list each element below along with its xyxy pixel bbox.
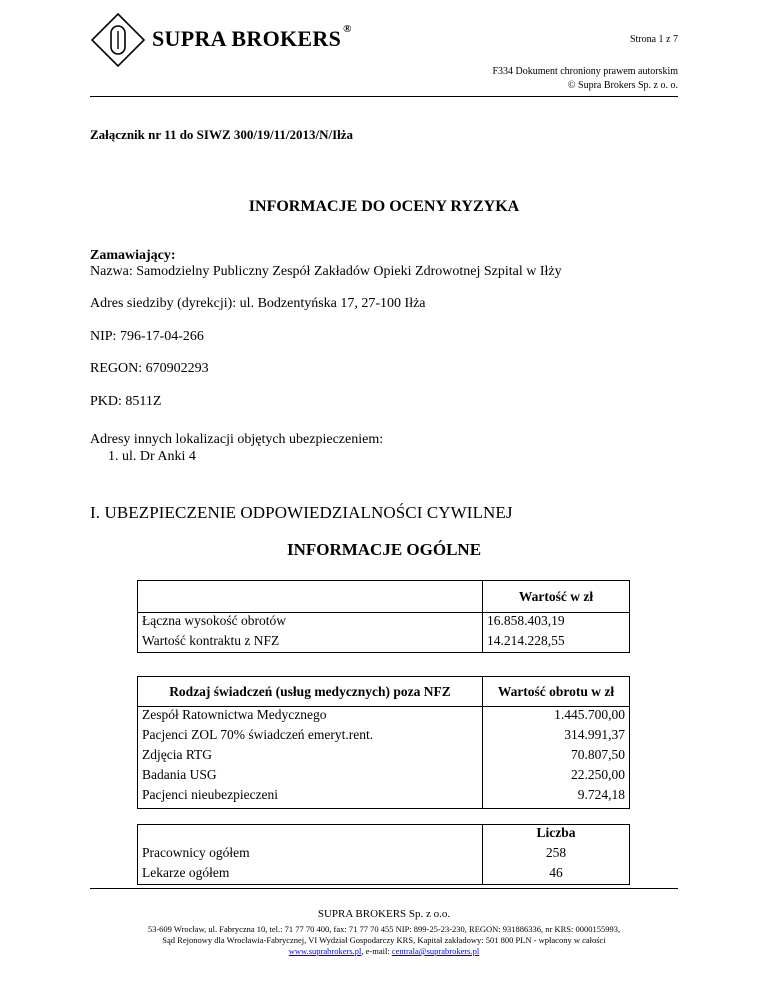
table-header-row bbox=[138, 677, 630, 707]
company-name: SUPRA BROKERS bbox=[152, 26, 342, 51]
footer-company: SUPRA BROKERS Sp. z o.o. bbox=[317, 908, 451, 920]
table-row bbox=[138, 707, 630, 727]
table-row bbox=[138, 727, 630, 747]
table-row bbox=[138, 767, 630, 787]
section-subtitle: INFORMACJE OGÓLNE bbox=[286, 540, 482, 559]
copyright-line-1: F334 Dokument chroniony prawem autorskim bbox=[492, 66, 678, 77]
table-row bbox=[138, 845, 630, 865]
table-row bbox=[138, 747, 630, 767]
orderer-label: Zamawiający: bbox=[90, 248, 176, 263]
service-value: 9.724,18 bbox=[483, 787, 630, 809]
table-header-cell bbox=[138, 825, 483, 845]
staff-label: Pracownicy ogółem bbox=[138, 845, 483, 865]
footer-address-line: 53-609 Wrocław, ul. Fabryczna 10, tel.: 71 77 70 400, fax: 71 77 70 455 NIP: 899-25-23-230, REGON: 931886336, nr KRS: 0000155993, bbox=[147, 924, 621, 934]
services-label-header: Rodzaj świadczeń (usług medycznych) poza NFZ bbox=[138, 677, 483, 707]
orderer-name: Nazwa: Samodzielny Publiczny Zespół Zakładów Opieki Zdrowotnej Szpital w Iłży bbox=[90, 264, 562, 279]
services-value-header: Wartość obrotu w zł bbox=[483, 677, 630, 707]
orderer-regon: REGON: 670902293 bbox=[90, 361, 209, 376]
service-label: Pacjenci nieubezpieczeni bbox=[138, 787, 483, 809]
service-label: Zdjęcia RTG bbox=[138, 747, 483, 767]
turnover-value-header: Wartość w zł bbox=[483, 581, 630, 613]
copyright-line-2: © Supra Brokers Sp. z o. o. bbox=[567, 80, 678, 91]
company-brand bbox=[152, 22, 352, 52]
other-location-item: 1. ul. Dr Anki 4 bbox=[108, 449, 196, 464]
footer-contact-line bbox=[0, 946, 768, 956]
orderer-nip: NIP: 796-17-04-266 bbox=[90, 329, 204, 344]
table-row bbox=[138, 865, 630, 885]
table-row bbox=[138, 787, 630, 809]
document-title: INFORMACJE DO OCENY RYZYKA bbox=[248, 198, 520, 215]
email-prefix: , e-mail: bbox=[361, 946, 392, 956]
orderer-address: Adres siedziby (dyrekcji): ul. Bodzentyńska 17, 27-100 Iłża bbox=[90, 296, 426, 311]
staff-table bbox=[137, 824, 630, 885]
service-value: 22.250,00 bbox=[483, 767, 630, 787]
page-number: Strona 1 z 7 bbox=[629, 34, 678, 45]
turnover-label: Wartość kontraktu z NFZ bbox=[138, 633, 483, 653]
email-link[interactable]: centrala@suprabrokers.pl bbox=[391, 946, 480, 956]
turnover-table bbox=[137, 580, 630, 653]
attachment-reference: Załącznik nr 11 do SIWZ 300/19/11/2013/N/Iłża bbox=[90, 127, 354, 142]
service-value: 70.807,50 bbox=[483, 747, 630, 767]
other-locations-label: Adresy innych lokalizacji objętych ubezpieczeniem: bbox=[90, 432, 384, 447]
orderer-pkd: PKD: 8511Z bbox=[90, 394, 162, 409]
staff-value-header: Liczba bbox=[483, 825, 630, 845]
table-header-row bbox=[138, 825, 630, 845]
registered-mark: ® bbox=[343, 22, 352, 35]
website-link[interactable]: www.suprabrokers.pl bbox=[288, 946, 362, 956]
section-title: I. UBEZPIECZENIE ODPOWIEDZIALNOŚCI CYWILNEJ bbox=[90, 503, 513, 522]
service-label: Badania USG bbox=[138, 767, 483, 787]
footer-divider bbox=[90, 888, 678, 889]
service-value: 1.445.700,00 bbox=[483, 707, 630, 727]
staff-value: 258 bbox=[483, 845, 630, 865]
footer-registry-line: Sąd Rejonowy dla Wrocławia-Fabrycznej, VI Wydział Gospodarczy KRS, Kapitał zakładowy: 501 800 PLN - wpłacony w całości bbox=[162, 935, 606, 945]
service-value: 314.991,37 bbox=[483, 727, 630, 747]
header-divider bbox=[90, 96, 678, 97]
table-header-row bbox=[138, 581, 630, 613]
staff-label: Lekarze ogółem bbox=[138, 865, 483, 885]
services-table bbox=[137, 676, 630, 809]
table-row bbox=[138, 633, 630, 653]
table-header-cell bbox=[138, 581, 483, 613]
turnover-label: Łączna wysokość obrotów bbox=[138, 613, 483, 633]
turnover-value: 14.214.228,55 bbox=[483, 633, 630, 653]
service-label: Zespół Ratownictwa Medycznego bbox=[138, 707, 483, 727]
service-label: Pacjenci ZOL 70% świadczeń emeryt.rent. bbox=[138, 727, 483, 747]
turnover-value: 16.858.403,19 bbox=[483, 613, 630, 633]
table-row bbox=[138, 613, 630, 633]
staff-value: 46 bbox=[483, 865, 630, 885]
supra-brokers-logo-icon bbox=[90, 12, 146, 68]
